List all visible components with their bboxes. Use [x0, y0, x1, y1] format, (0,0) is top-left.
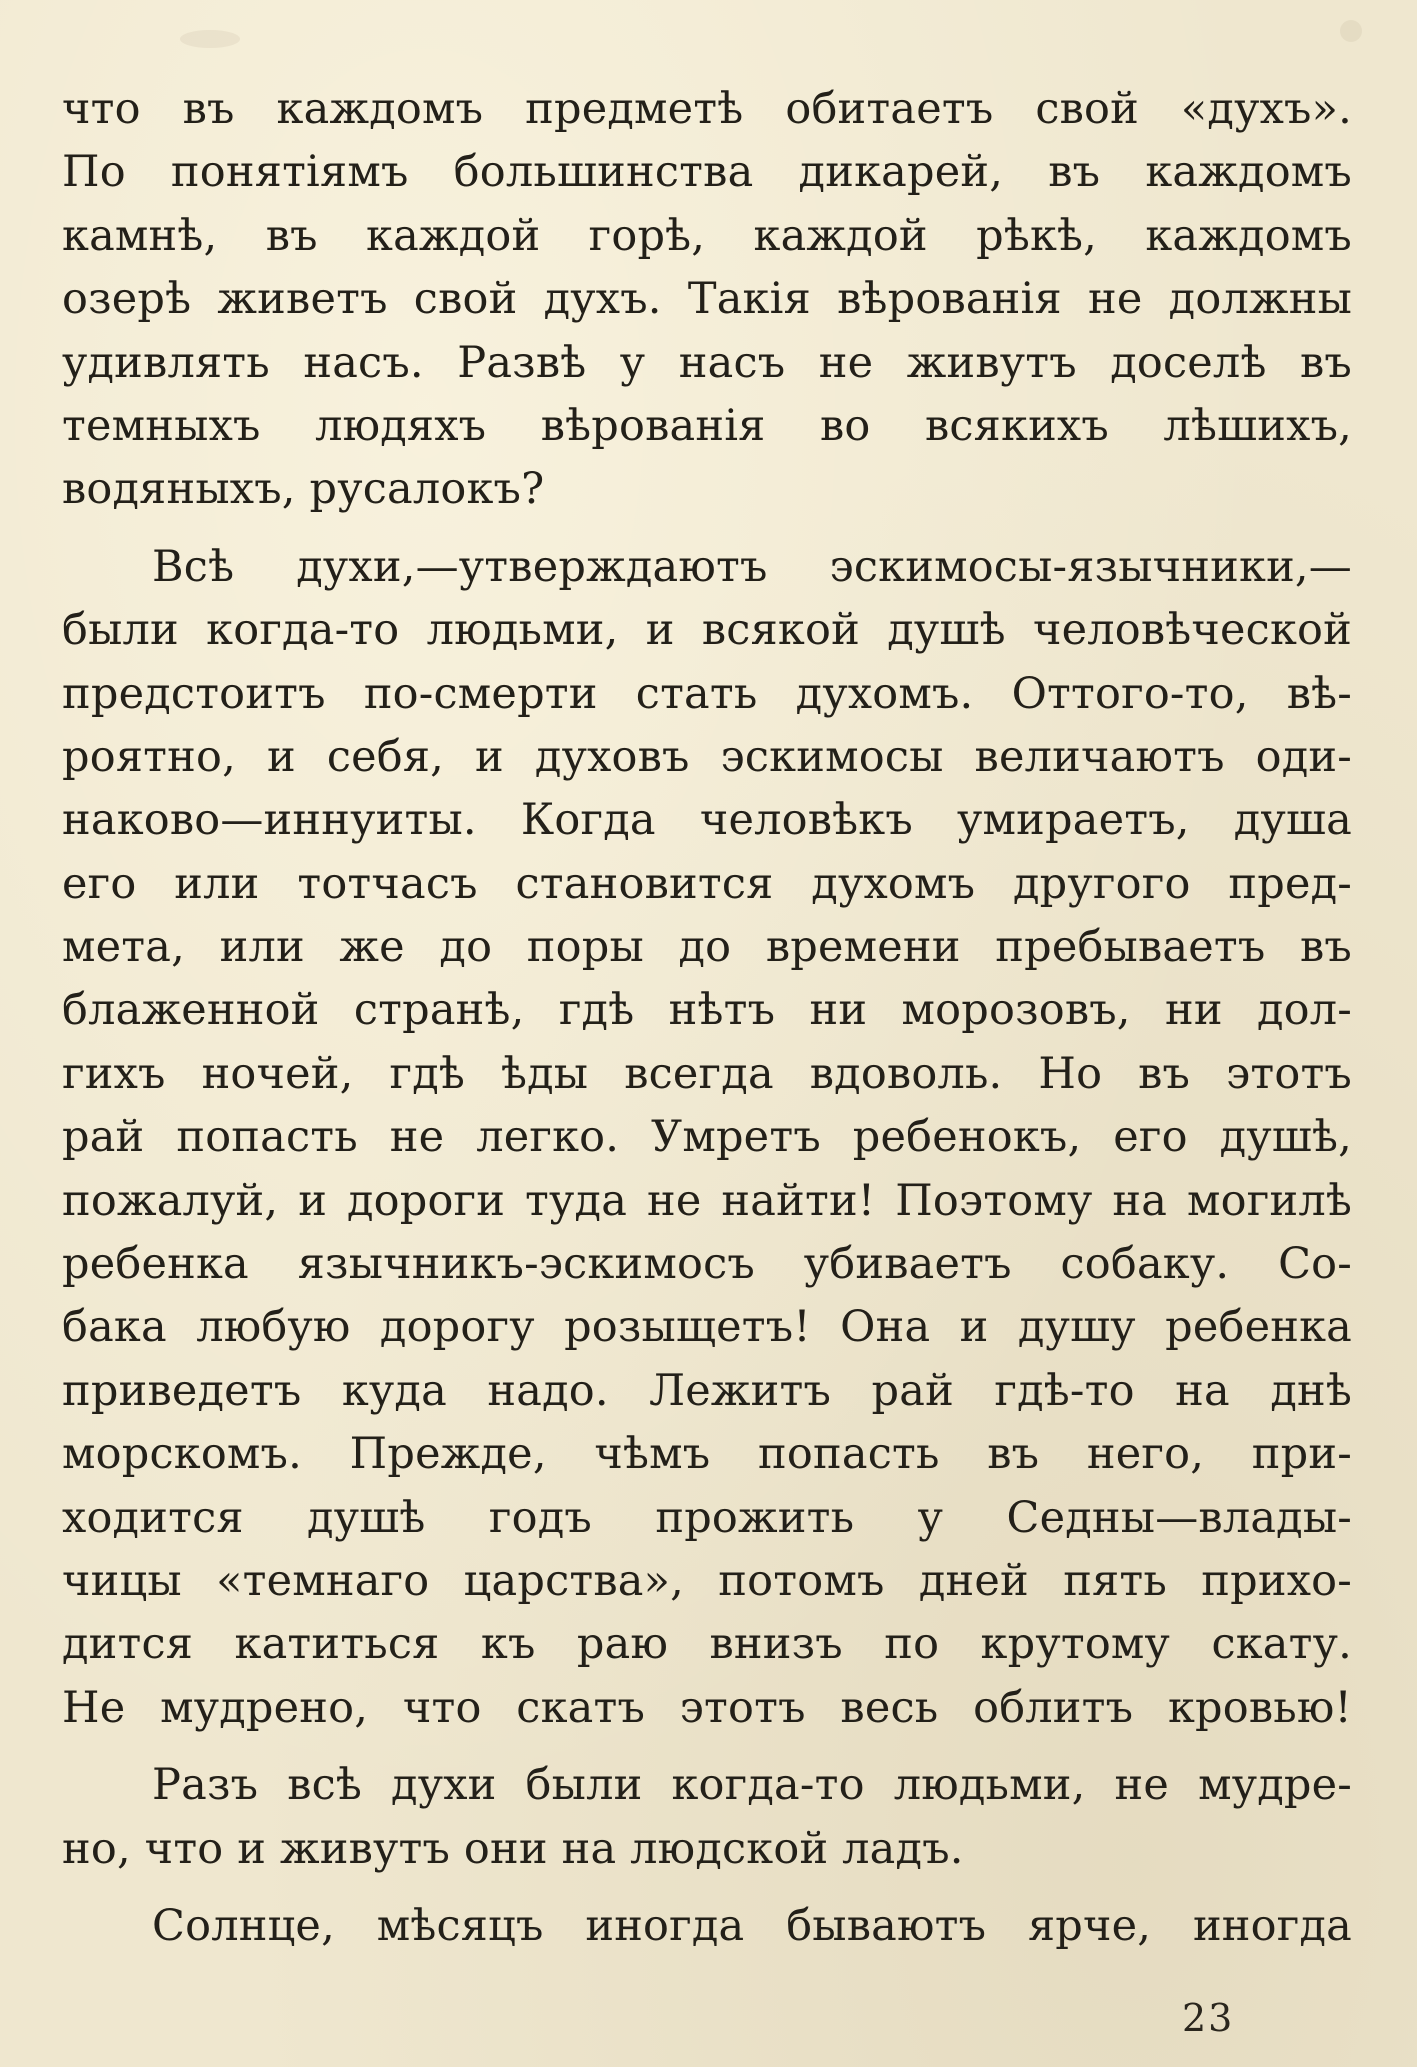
text-line: были когда-то людьми, и всякой душѣ человѣческой [62, 605, 1352, 656]
text-line: темныхъ людяхъ вѣрованія во всякихъ лѣшихъ, [62, 400, 1352, 451]
text-line: предстоитъ по-смерти стать духомъ. Оттого-то, вѣ- [62, 668, 1352, 719]
text-line: пожалуй, и дороги туда не найти! Поэтому на могилѣ [62, 1175, 1352, 1226]
text-line: Не мудрено, что скатъ этотъ весь облитъ кровью! [62, 1682, 1352, 1733]
text-line: наково—иннуиты. Когда человѣкъ умираетъ, душа [62, 795, 1352, 846]
text-line: камнѣ, въ каждой горѣ, каждой рѣкѣ, каждомъ [62, 210, 1352, 261]
text-line: озерѣ живетъ свой духъ. Такія вѣрованія не должны [62, 274, 1352, 325]
text-line: чицы «темнаго царства», потомъ дней пять прихо- [62, 1555, 1352, 1606]
text-line: его или тотчасъ становится духомъ другого пред- [62, 858, 1352, 909]
text-line: водяныхъ, русалокъ? [62, 464, 545, 515]
text-line: но, что и живутъ они на людской ладъ. [62, 1823, 964, 1874]
text-line: дится катиться къ раю внизъ по крутому скату. [62, 1619, 1352, 1670]
text-line: рай попасть не легко. Умретъ ребенокъ, его душѣ, [62, 1112, 1352, 1163]
text-line: Разъ всѣ духи были когда-то людьми, не мудре- [152, 1760, 1352, 1811]
paragraph [62, 78, 1352, 522]
text-line: удивлять насъ. Развѣ у насъ не живутъ доселѣ въ [62, 337, 1352, 388]
text-line: морскомъ. Прежде, чѣмъ попасть въ него, при- [62, 1429, 1352, 1480]
paragraph [62, 536, 1352, 1740]
text-line: бака любую дорогу розыщетъ! Она и душу ребенка [62, 1302, 1352, 1353]
paragraph [62, 1895, 1352, 1958]
text-line: По понятіямъ большинства дикарей, въ каждомъ [62, 147, 1352, 198]
text-line: Солнце, мѣсяцъ иногда бываютъ ярче, иногда [152, 1900, 1352, 1951]
text-line: приведетъ куда надо. Лежитъ рай гдѣ-то на днѣ [62, 1365, 1352, 1416]
text-line: мета, или же до поры до времени пребываетъ въ [62, 922, 1352, 973]
paper-stain [180, 30, 240, 48]
text-line: Всѣ духи,—утверждаютъ эскимосы-язычники,— [152, 541, 1352, 592]
text-line: блаженной странѣ, гдѣ нѣтъ ни морозовъ, ни дол- [62, 985, 1352, 1036]
body-text [62, 78, 1352, 1958]
text-line: ходится душѣ годъ прожить у Седны—влады- [62, 1492, 1352, 1543]
text-line: что въ каждомъ предметѣ обитаетъ свой «духъ». [62, 84, 1352, 134]
paragraph [62, 1754, 1352, 1881]
text-line: ребенка язычникъ-эскимосъ убиваетъ собаку. Со- [62, 1239, 1352, 1290]
page-number: 23 [1182, 1996, 1235, 2040]
text-line: роятно, и себя, и духовъ эскимосы величаютъ оди- [62, 731, 1352, 782]
paper-stain [1340, 20, 1362, 42]
text-line: гихъ ночей, гдѣ ѣды всегда вдоволь. Но въ этотъ [62, 1048, 1352, 1099]
